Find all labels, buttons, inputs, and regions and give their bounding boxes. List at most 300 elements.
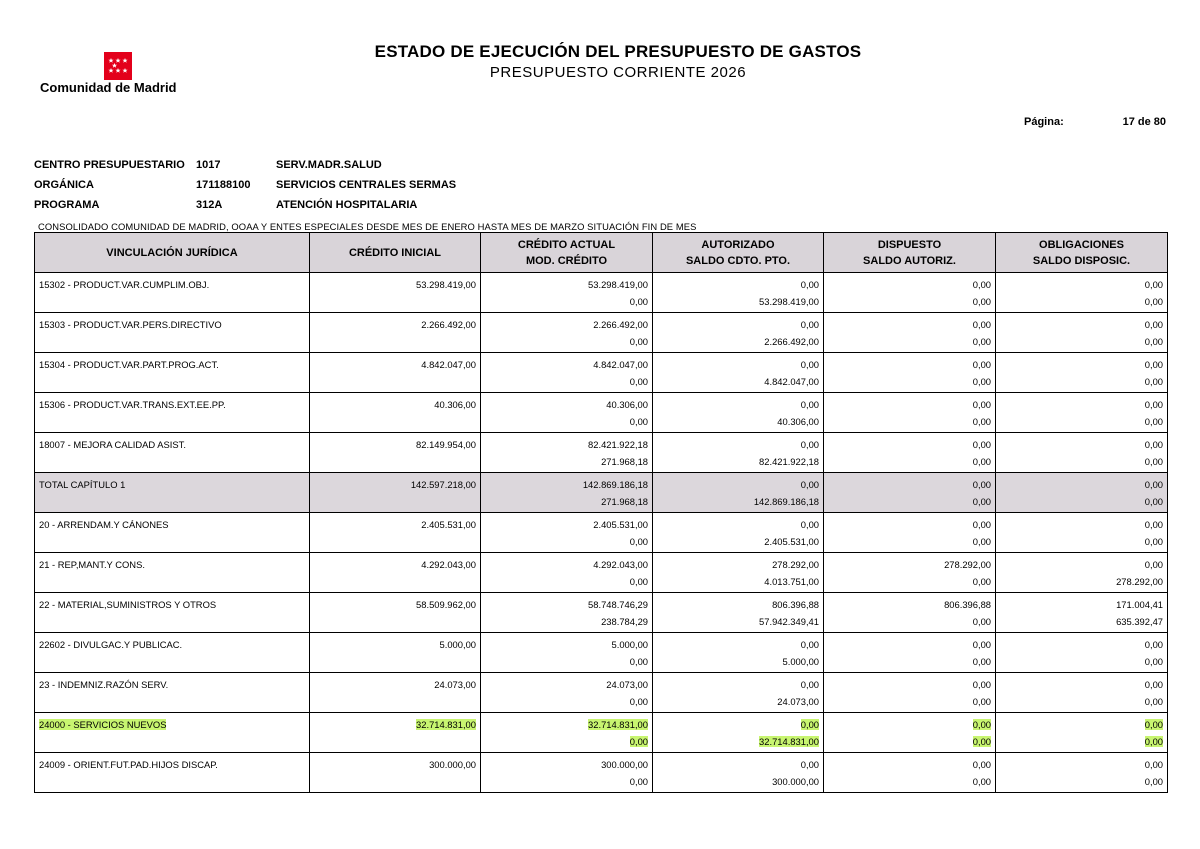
cell-saldo_aut: 0,00 <box>972 576 991 587</box>
table-row-secondary <box>35 456 1168 473</box>
cell <box>824 576 996 593</box>
table-header-row <box>35 233 1168 273</box>
cell <box>996 713 1168 737</box>
cell <box>35 576 310 593</box>
cell <box>310 633 481 657</box>
cell-actual: 4.292.043,00 <box>593 559 648 570</box>
cell <box>310 473 481 497</box>
cell <box>653 393 824 417</box>
cell-obligaciones: 0,00 <box>1144 359 1163 370</box>
cell <box>996 393 1168 417</box>
cell <box>35 696 310 713</box>
cell <box>996 616 1168 633</box>
table-row-secondary <box>35 496 1168 513</box>
cell <box>310 753 481 777</box>
info-organica-desc: SERVICIOS CENTRALES SERMAS <box>276 179 457 191</box>
cell-saldo_aut: 0,00 <box>972 736 991 747</box>
cell <box>653 753 824 777</box>
cell-saldo_disp: 278.292,00 <box>1116 576 1163 587</box>
cell-autorizado: 0,00 <box>800 399 819 410</box>
cell-saldo_cdto: 24.073,00 <box>777 696 819 707</box>
cell-saldo_disp: 0,00 <box>1144 416 1163 427</box>
col-autorizado: AUTORIZADO SALDO CDTO. PTO. <box>653 233 824 273</box>
cell-obligaciones: 0,00 <box>1144 279 1163 290</box>
table-row <box>35 673 1168 697</box>
cell <box>653 313 824 337</box>
cell <box>35 616 310 633</box>
cell <box>310 313 481 337</box>
cell-saldo_cdto: 57.942.349,41 <box>759 616 819 627</box>
cell-actual: 32.714.831,00 <box>588 719 648 730</box>
cell <box>481 273 653 297</box>
cell-autorizado: 0,00 <box>800 359 819 370</box>
cell-obligaciones: 0,00 <box>1144 679 1163 690</box>
cell <box>824 416 996 433</box>
cell <box>824 593 996 617</box>
cell-saldo_aut: 0,00 <box>972 656 991 667</box>
cell-saldo_cdto: 142.869.186,18 <box>753 496 819 507</box>
cell <box>35 433 310 457</box>
cell <box>310 496 481 513</box>
cell-saldo_aut: 0,00 <box>972 296 991 307</box>
cell <box>310 376 481 393</box>
cell-mod: 0,00 <box>629 656 648 667</box>
cell-dispuesto: 0,00 <box>972 399 991 410</box>
cell <box>310 393 481 417</box>
cell <box>653 536 824 553</box>
row-label: 18007 - MEJORA CALIDAD ASIST. <box>39 439 186 450</box>
cell-actual: 82.421.922,18 <box>588 439 648 450</box>
cell-autorizado: 0,00 <box>800 519 819 530</box>
cell <box>310 696 481 713</box>
cell <box>996 696 1168 713</box>
cell <box>481 313 653 337</box>
cell <box>824 616 996 633</box>
cell-actual: 300.000,00 <box>601 759 648 770</box>
cell-mod: 271.968,18 <box>601 456 648 467</box>
cell <box>481 553 653 577</box>
cell-saldo_cdto: 300.000,00 <box>772 776 819 787</box>
cell-dispuesto: 0,00 <box>972 719 991 730</box>
cell <box>824 553 996 577</box>
cell-actual: 40.306,00 <box>606 399 648 410</box>
cell <box>35 296 310 313</box>
info-organica-code: 171188100 <box>196 179 251 191</box>
table-row-secondary <box>35 296 1168 313</box>
cell <box>996 433 1168 457</box>
cell-obligaciones: 171.004,41 <box>1116 599 1163 610</box>
table-row <box>35 713 1168 737</box>
table-row <box>35 313 1168 337</box>
cell <box>824 673 996 697</box>
cell <box>481 696 653 713</box>
cell <box>996 593 1168 617</box>
cell <box>824 296 996 313</box>
cell-autorizado: 0,00 <box>800 679 819 690</box>
cell <box>481 776 653 793</box>
cell <box>35 376 310 393</box>
cell <box>653 713 824 737</box>
cell <box>824 656 996 673</box>
cell-saldo_disp: 0,00 <box>1144 336 1163 347</box>
cell-saldo_aut: 0,00 <box>972 536 991 547</box>
cell-mod: 238.784,29 <box>601 616 648 627</box>
row-label: 23 - INDEMNIZ.RAZÓN SERV. <box>39 679 169 690</box>
cell-saldo_cdto: 32.714.831,00 <box>759 736 819 747</box>
table-row <box>35 753 1168 777</box>
info-programa-code: 312A <box>196 199 223 211</box>
cell <box>653 273 824 297</box>
page-subtitle: PRESUPUESTO CORRIENTE 2026 <box>489 64 747 81</box>
table-row <box>35 553 1168 577</box>
cell <box>996 416 1168 433</box>
cell-inicial: 2.405.531,00 <box>421 519 476 530</box>
cell-saldo_disp: 0,00 <box>1144 696 1163 707</box>
cell <box>310 736 481 753</box>
cell <box>310 536 481 553</box>
cell <box>310 616 481 633</box>
cell <box>35 753 310 777</box>
row-label: 20 - ARRENDAM.Y CÁNONES <box>39 519 169 530</box>
cell <box>996 536 1168 553</box>
cell <box>824 273 996 297</box>
cell-mod: 0,00 <box>629 576 648 587</box>
cell-dispuesto: 0,00 <box>972 359 991 370</box>
cell-dispuesto: 0,00 <box>972 519 991 530</box>
cell-actual: 4.842.047,00 <box>593 359 648 370</box>
cell-obligaciones: 0,00 <box>1144 639 1163 650</box>
cell <box>481 473 653 497</box>
cell <box>996 736 1168 753</box>
cell <box>653 296 824 313</box>
cell <box>310 513 481 537</box>
cell <box>653 336 824 353</box>
cell <box>653 496 824 513</box>
cell-mod: 0,00 <box>629 296 648 307</box>
cell-saldo_aut: 0,00 <box>972 336 991 347</box>
cell <box>310 553 481 577</box>
cell <box>481 416 653 433</box>
cell <box>310 713 481 737</box>
cell-autorizado: 0,00 <box>800 279 819 290</box>
table-row-secondary <box>35 576 1168 593</box>
cell-inicial: 142.597.218,00 <box>410 479 476 490</box>
cell <box>481 536 653 553</box>
cell-mod: 0,00 <box>629 376 648 387</box>
info-centro-desc: SERV.MADR.SALUD <box>276 159 382 171</box>
page-title: ESTADO DE EJECUCIÓN DEL PRESUPUESTO DE GASTOS <box>374 42 862 61</box>
row-label: 22602 - DIVULGAC.Y PUBLICAC. <box>39 639 183 650</box>
cell <box>824 336 996 353</box>
logo-text: Comunidad de Madrid <box>40 80 177 95</box>
cell <box>481 433 653 457</box>
cell-saldo_disp: 0,00 <box>1144 456 1163 467</box>
row-label: 15303 - PRODUCT.VAR.PERS.DIRECTIVO <box>39 319 222 330</box>
cell <box>35 353 310 377</box>
cell-saldo_cdto: 2.266.492,00 <box>764 336 819 347</box>
info-organica-label: ORGÁNICA <box>34 179 94 191</box>
cell <box>35 536 310 553</box>
cell-saldo_cdto: 4.013.751,00 <box>764 576 819 587</box>
cell <box>310 576 481 593</box>
cell <box>824 473 996 497</box>
cell <box>653 576 824 593</box>
cell-inicial: 58.509.962,00 <box>416 599 476 610</box>
cell <box>653 616 824 633</box>
cell <box>35 473 310 497</box>
table-row <box>35 433 1168 457</box>
cell <box>653 473 824 497</box>
cell <box>824 713 996 737</box>
cell-obligaciones: 0,00 <box>1144 559 1163 570</box>
cell <box>481 656 653 673</box>
cell <box>824 496 996 513</box>
row-label: 15302 - PRODUCT.VAR.CUMPLIM.OBJ. <box>39 279 210 290</box>
cell-inicial: 300.000,00 <box>429 759 476 770</box>
cell-saldo_disp: 0,00 <box>1144 656 1163 667</box>
info-centro-code: 1017 <box>196 159 221 171</box>
table-row <box>35 473 1168 497</box>
table-row <box>35 353 1168 377</box>
cell <box>481 496 653 513</box>
cell-saldo_cdto: 2.405.531,00 <box>764 536 819 547</box>
cell-inicial: 2.266.492,00 <box>421 319 476 330</box>
cell <box>310 296 481 313</box>
cell <box>310 593 481 617</box>
cell <box>35 336 310 353</box>
info-programa-label: PROGRAMA <box>34 199 100 211</box>
cell <box>310 776 481 793</box>
cell <box>481 736 653 753</box>
row-label: 21 - REP,MANT.Y CONS. <box>39 559 145 570</box>
cell-saldo_cdto: 53.298.419,00 <box>759 296 819 307</box>
cell-saldo_disp: 0,00 <box>1144 376 1163 387</box>
cell-saldo_disp: 0,00 <box>1144 296 1163 307</box>
cell <box>35 313 310 337</box>
cell-mod: 0,00 <box>629 696 648 707</box>
cell <box>35 713 310 737</box>
cell-actual: 58.748.746,29 <box>588 599 648 610</box>
cell <box>996 473 1168 497</box>
row-label: TOTAL CAPÍTULO 1 <box>39 479 126 490</box>
cell <box>824 313 996 337</box>
cell <box>824 736 996 753</box>
cell-inicial: 53.298.419,00 <box>416 279 476 290</box>
cell-saldo_disp: 0,00 <box>1144 496 1163 507</box>
cell <box>35 776 310 793</box>
cell <box>824 696 996 713</box>
info-programa-desc: ATENCIÓN HOSPITALARIA <box>276 199 418 211</box>
cell-dispuesto: 0,00 <box>972 679 991 690</box>
cell-saldo_disp: 0,00 <box>1144 536 1163 547</box>
cell-obligaciones: 0,00 <box>1144 399 1163 410</box>
cell-inicial: 5.000,00 <box>439 639 476 650</box>
cell <box>996 456 1168 473</box>
table-row-secondary <box>35 536 1168 553</box>
cell <box>653 776 824 793</box>
cell-saldo_disp: 0,00 <box>1144 776 1163 787</box>
cell-saldo_aut: 0,00 <box>972 376 991 387</box>
cell <box>481 296 653 313</box>
cell <box>310 656 481 673</box>
col-dispuesto: DISPUESTO SALDO AUTORIZ. <box>824 233 996 273</box>
cell <box>824 393 996 417</box>
cell-autorizado: 278.292,00 <box>772 559 819 570</box>
col-obligaciones: OBLIGACIONES SALDO DISPOSIC. <box>996 233 1168 273</box>
cell-inicial: 24.073,00 <box>434 679 476 690</box>
table-row-secondary <box>35 776 1168 793</box>
cell-dispuesto: 0,00 <box>972 319 991 330</box>
table-row <box>35 513 1168 537</box>
cell-obligaciones: 0,00 <box>1144 319 1163 330</box>
cell <box>653 633 824 657</box>
cell <box>824 433 996 457</box>
table-row <box>35 393 1168 417</box>
cell-dispuesto: 0,00 <box>972 279 991 290</box>
cell-saldo_disp: 0,00 <box>1144 736 1163 747</box>
cell <box>35 736 310 753</box>
cell-saldo_aut: 0,00 <box>972 616 991 627</box>
cell <box>824 376 996 393</box>
cell <box>996 353 1168 377</box>
cell <box>996 273 1168 297</box>
cell-inicial: 4.842.047,00 <box>421 359 476 370</box>
cell-actual: 142.869.186,18 <box>582 479 648 490</box>
cell-obligaciones: 0,00 <box>1144 479 1163 490</box>
cell-obligaciones: 0,00 <box>1144 719 1163 730</box>
cell <box>310 416 481 433</box>
cell-saldo_aut: 0,00 <box>972 776 991 787</box>
table-row <box>35 273 1168 297</box>
cell <box>824 353 996 377</box>
cell-inicial: 32.714.831,00 <box>416 719 476 730</box>
col-credito-actual: CRÉDITO ACTUAL MOD. CRÉDITO <box>481 233 653 273</box>
cell <box>35 633 310 657</box>
budget-table <box>34 232 1168 793</box>
cell <box>996 656 1168 673</box>
cell <box>653 513 824 537</box>
cell <box>996 753 1168 777</box>
cell-autorizado: 806.396,88 <box>772 599 819 610</box>
cell <box>481 393 653 417</box>
cell-mod: 0,00 <box>629 776 648 787</box>
cell <box>824 753 996 777</box>
cell <box>653 593 824 617</box>
cell-saldo_cdto: 82.421.922,18 <box>759 456 819 467</box>
cell-dispuesto: 806.396,88 <box>944 599 991 610</box>
page-number: 17 de 80 <box>1122 116 1166 128</box>
cell-saldo_cdto: 5.000,00 <box>782 656 819 667</box>
cell <box>35 673 310 697</box>
cell-dispuesto: 278.292,00 <box>944 559 991 570</box>
cell-actual: 2.405.531,00 <box>593 519 648 530</box>
row-label: 15306 - PRODUCT.VAR.TRANS.EXT.EE.PP. <box>39 399 226 410</box>
cell <box>481 576 653 593</box>
cell <box>996 496 1168 513</box>
cell <box>481 513 653 537</box>
cell <box>35 273 310 297</box>
cell <box>35 393 310 417</box>
row-label: 24009 - ORIENT.FUT.PAD.HIJOS DISCAP. <box>39 759 218 770</box>
cell-saldo_aut: 0,00 <box>972 456 991 467</box>
cell <box>996 673 1168 697</box>
cell-saldo_aut: 0,00 <box>972 696 991 707</box>
row-label: 22 - MATERIAL,SUMINISTROS Y OTROS <box>39 599 217 610</box>
cell <box>35 496 310 513</box>
cell-mod: 0,00 <box>629 416 648 427</box>
cell-saldo_aut: 0,00 <box>972 496 991 507</box>
cell-obligaciones: 0,00 <box>1144 439 1163 450</box>
cell <box>481 633 653 657</box>
cell <box>35 513 310 537</box>
cell <box>653 553 824 577</box>
cell <box>481 593 653 617</box>
table-row-secondary <box>35 656 1168 673</box>
cell-dispuesto: 0,00 <box>972 759 991 770</box>
table-row <box>35 633 1168 657</box>
table-row-secondary <box>35 416 1168 433</box>
cell-inicial: 82.149.954,00 <box>416 439 476 450</box>
cell <box>996 513 1168 537</box>
cell-dispuesto: 0,00 <box>972 439 991 450</box>
cell-inicial: 40.306,00 <box>434 399 476 410</box>
cell <box>35 553 310 577</box>
info-centro-label: CENTRO PRESUPUESTARIO <box>34 159 185 171</box>
cell-autorizado: 0,00 <box>800 479 819 490</box>
cell-obligaciones: 0,00 <box>1144 519 1163 530</box>
table-row-secondary <box>35 376 1168 393</box>
cell <box>35 593 310 617</box>
cell-mod: 271.968,18 <box>601 496 648 507</box>
cell-autorizado: 0,00 <box>800 719 819 730</box>
cell <box>996 633 1168 657</box>
cell <box>996 313 1168 337</box>
cell-saldo_cdto: 40.306,00 <box>777 416 819 427</box>
cell-autorizado: 0,00 <box>800 639 819 650</box>
row-label: 24000 - SERVICIOS NUEVOS <box>39 719 167 730</box>
table-row <box>35 593 1168 617</box>
cell-autorizado: 0,00 <box>800 759 819 770</box>
cell-saldo_aut: 0,00 <box>972 416 991 427</box>
cell-autorizado: 0,00 <box>800 319 819 330</box>
cell-actual: 2.266.492,00 <box>593 319 648 330</box>
cell-saldo_cdto: 4.842.047,00 <box>764 376 819 387</box>
cell <box>310 673 481 697</box>
cell-mod: 0,00 <box>629 536 648 547</box>
cell <box>35 456 310 473</box>
cell-dispuesto: 0,00 <box>972 639 991 650</box>
table-row-secondary <box>35 336 1168 353</box>
cell-autorizado: 0,00 <box>800 439 819 450</box>
cell <box>824 536 996 553</box>
cell <box>310 456 481 473</box>
cell <box>653 736 824 753</box>
cell <box>824 633 996 657</box>
cell <box>481 376 653 393</box>
cell <box>481 456 653 473</box>
cell <box>35 416 310 433</box>
cell-actual: 5.000,00 <box>611 639 648 650</box>
cell <box>824 513 996 537</box>
cell <box>824 456 996 473</box>
cell <box>481 336 653 353</box>
cell-mod: 0,00 <box>629 736 648 747</box>
cell <box>653 656 824 673</box>
cell <box>310 433 481 457</box>
cell-mod: 0,00 <box>629 336 648 347</box>
cell-inicial: 4.292.043,00 <box>421 559 476 570</box>
cell <box>310 273 481 297</box>
